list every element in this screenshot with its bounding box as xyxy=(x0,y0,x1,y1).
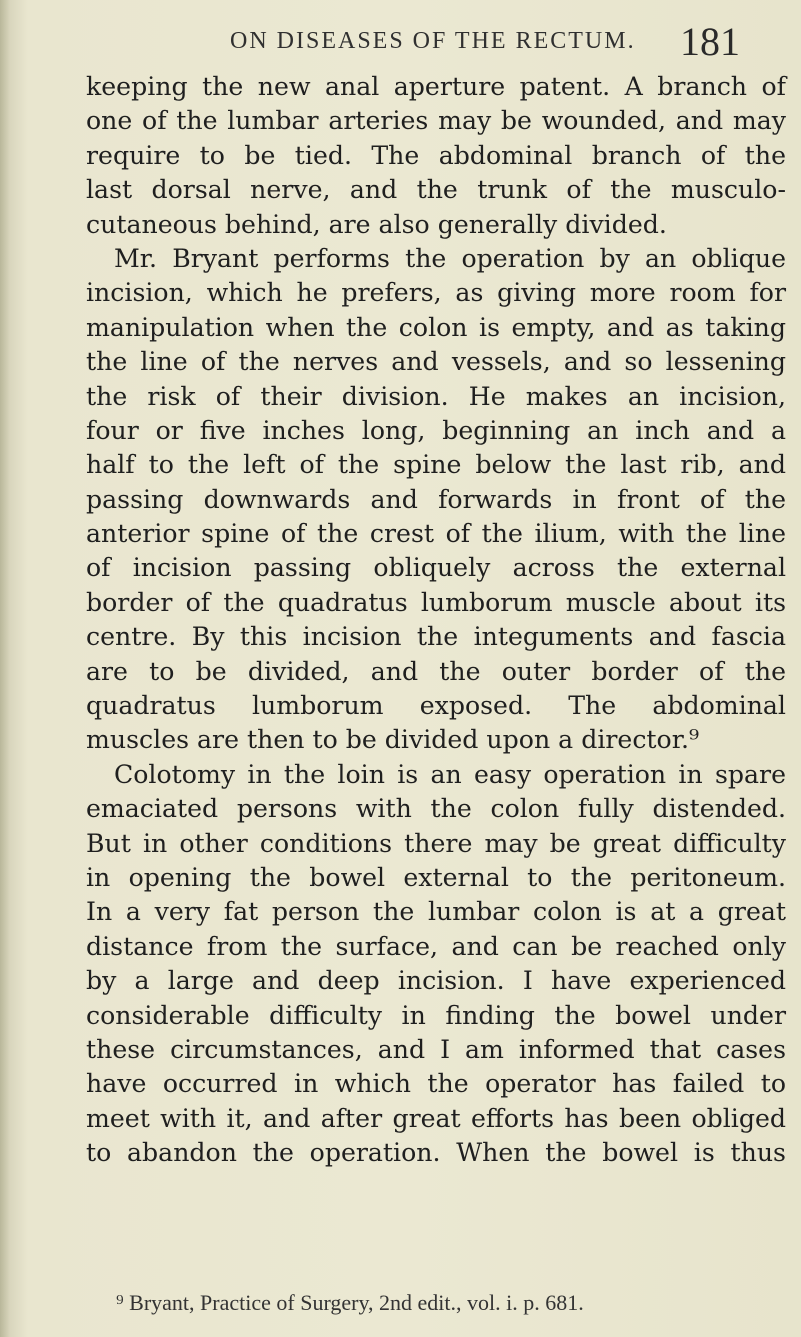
text-line: border of the quadratus lumborum muscle about its xyxy=(86,587,786,617)
paragraph-start-line: Mr. Bryant performs the operation by an oblique xyxy=(114,243,786,273)
text-line: muscles are then to be divided upon a director.⁹ xyxy=(86,725,700,755)
text-line: the line of the nerves and vessels, and so lessening xyxy=(86,347,786,377)
text-line: cutaneous behind, are also generally divided. xyxy=(86,209,667,239)
text-line: manipulation when the colon is empty, and as taking xyxy=(86,312,786,342)
text-line: one of the lumbar arteries may be wounded, and may xyxy=(86,106,786,136)
text-line: half to the left of the spine below the last rib, and xyxy=(86,450,786,480)
text-line: But in other conditions there may be great difficulty xyxy=(86,828,786,858)
text-line: quadratus lumborum exposed. The abdominal xyxy=(86,691,786,721)
page-header xyxy=(0,10,801,66)
paragraph-start-line: Colotomy in the loin is an easy operation in spare xyxy=(114,759,786,789)
text-line: emaciated persons with the colon fully distended. xyxy=(86,794,786,824)
footnote: ⁹ Bryant, Practice of Surgery, 2nd edit., vol. i. p. 681. xyxy=(116,1290,584,1315)
text-line: in opening the bowel external to the peritoneum. xyxy=(86,862,786,892)
text-line: the risk of their division. He makes an incision, xyxy=(86,381,786,411)
text-line: passing downwards and forwards in front of the xyxy=(86,484,786,514)
text-line: incision, which he prefers, as giving more room for xyxy=(86,278,786,308)
text-line: In a very fat person the lumbar colon is at a great xyxy=(86,897,786,927)
text-line: distance from the surface, and can be reached only xyxy=(86,931,786,961)
text-line: require to be tied. The abdominal branch of the xyxy=(86,140,786,170)
text-line: of incision passing obliquely across the external xyxy=(86,553,786,583)
page-number: 181 xyxy=(680,19,740,64)
text-line: are to be divided, and the outer border of the xyxy=(86,656,786,686)
text-line: centre. By this incision the integuments and fascia xyxy=(86,622,786,652)
text-line: keeping the new anal aperture patent. A branch of xyxy=(86,72,786,101)
text-line: four or five inches long, beginning an inch and a xyxy=(86,415,786,445)
text-line: anterior spine of the crest of the ilium, with the line xyxy=(86,519,786,549)
text-line: last dorsal nerve, and the trunk of the musculo- xyxy=(86,175,786,205)
text-line: to abandon the operation. When the bowel is thus xyxy=(86,1138,786,1168)
running-head: ON DISEASES OF THE RECTUM. xyxy=(230,28,636,54)
text-line: meet with it, and after great efforts has been obliged xyxy=(86,1103,786,1133)
body-text xyxy=(86,70,786,1171)
text-line: these circumstances, and I am informed that cases xyxy=(86,1034,786,1064)
text-line: considerable difficulty in finding the bowel under xyxy=(86,1000,786,1030)
text-line: by a large and deep incision. I have experienced xyxy=(86,966,786,996)
text-line: have occurred in which the operator has failed to xyxy=(86,1069,786,1099)
